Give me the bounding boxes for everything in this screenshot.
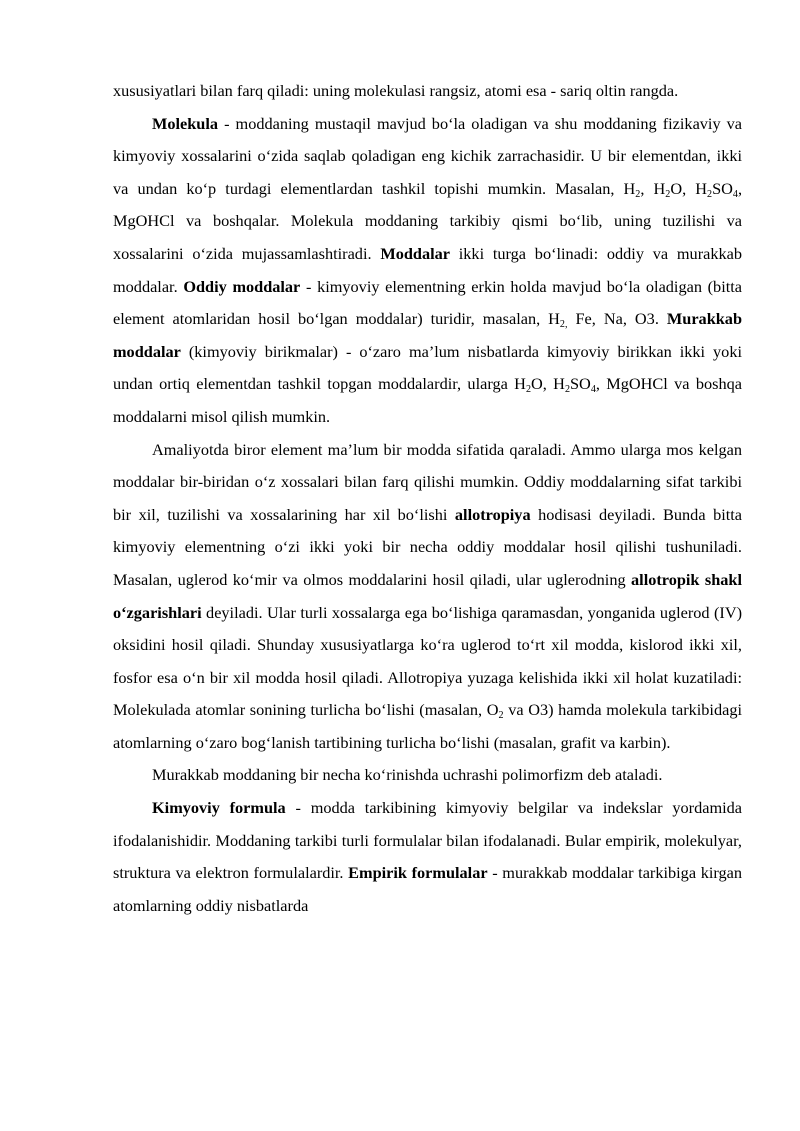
paragraph [113, 75, 742, 108]
text-run: Fe, Na, O3. [567, 309, 667, 329]
text-run: ikki turga bo‘linadi: oddiy va murakkab moddalar. [113, 243, 742, 296]
subscript: 4 [590, 384, 596, 396]
text-run: Murakkab moddaning bir necha ko‘rinishda uchrashi polimorfizm deb ataladi. [152, 765, 663, 785]
subscript: 2, [559, 318, 568, 330]
subscript: 2 [635, 188, 641, 200]
body-text [113, 75, 742, 922]
text-run: , MgOHCl va boshqa moddalarni misol qilish mumkin. [113, 374, 743, 426]
paragraph [113, 108, 742, 434]
text-run: - murakkab moddalar tarkibiga kirgan atomlarning oddiy nisbatlarda [113, 863, 742, 915]
text-run: SO [712, 178, 733, 198]
bold-term: Oddiy moddalar [183, 276, 301, 296]
subscript: 2 [525, 384, 531, 396]
subscript: 2 [665, 188, 671, 200]
text-run: SO [569, 374, 591, 394]
text-run: O, H [530, 374, 565, 394]
text-run: va O3) hamda molekula tarkibidagi atomlarning o‘zaro bog‘lanish tartibining turlicha bo‘lishi (masalan, grafit va karbin). [113, 700, 742, 752]
bold-term: Murakkab moddalar [113, 309, 743, 361]
subscript: 2 [707, 188, 713, 200]
bold-term: Kimyoviy formula [152, 798, 286, 818]
text-run: (kimyoviy birikmalar) - o‘zaro ma’lum nisbatlarda kimyoviy birikkan ikki yoki undan ortiq elementdan tashkil topgan moddalardir, ularga H [113, 341, 742, 394]
bold-term: Molekula [152, 113, 219, 133]
text-run: , MgOHCl va boshqalar. Molekula moddaning tarkibiy qismi bo‘lib, uning tuzilishi va xossalarini o‘zida mujassamlashtiradi. [113, 178, 743, 263]
text-run: , H [640, 178, 666, 198]
text-run: - kimyoviy elementning erkin holda mavjud bo‘la oladigan (bitta element atomlaridan hosil bo‘lgan moddalar) turidir, masalan, H [113, 276, 742, 329]
subscript: 2 [564, 384, 570, 396]
text-run: O, H [670, 178, 708, 198]
text-run: deyiladi. Ular turli xossalarga ega bo‘lishiga qaramasdan, yonganida uglerod (IV) oksidini hosil qiladi. Shunday xususiyatlarga ko‘ra uglerod to‘rt xil modda, kislorod ikki xil, fosfor esa o‘n bir xil modda hosil qiladi. Allotropiya yuzaga kelishida ikki xil holat kuzatiladi: Molekulada atomlar sonining turlicha bo‘lishi (masalan, O [113, 602, 742, 720]
paragraph [113, 434, 742, 760]
text-run: - moddaning mustaqil mavjud bo‘la oladigan va shu moddaning fizikaviy va kimyoviy xossalarini o‘zida saqlab qoladigan eng kichik zarrachasidir. U bir elementdan, ikki va undan ko‘p turdagi elementlardan tashkil topishi mumkin. Masalan, H [113, 113, 742, 198]
text-run: Amaliyotda biror element ma’lum bir modda sifatida qaraladi. Ammo ularga mos kelgan moddalar bir-biridan o‘z xossalari bilan farq qilishi mumkin. Oddiy moddalarning sifat tarkibi bir xil, tuzilishi va xossalarining har xil bo‘lishi [113, 439, 742, 524]
bold-term: Empirik formulalar [348, 863, 488, 883]
subscript: 2 [498, 710, 504, 722]
text-run: hodisasi deyiladi. Bunda bitta kimyoviy elementning o‘zi ikki yoki bir necha oddiy moddalar hosil qilishi tushuniladi. Masalan, uglerod ko‘mir va olmos moddalarini hosil qiladi, ular uglerodning [113, 504, 743, 589]
bold-term: allotropik shakl o‘zgarishlari [113, 569, 743, 622]
subscript: 4 [732, 188, 738, 200]
bold-term: allotropiya [454, 504, 531, 524]
text-run: - modda tarkibining kimyoviy belgilar va indekslar yordamida ifodalanishidir. Moddaning tarkibi turli formulalar bilan ifodalanadi. Bular empirik, molekulyar, struktura va elektron formulalardir. [113, 798, 742, 883]
text-run: xususiyatlari bilan farq qiladi: uning molekulasi rangsiz, atomi esa - sariq oltin rangda. [113, 81, 679, 100]
paragraph [113, 759, 742, 792]
paragraph [113, 792, 742, 922]
bold-term: Moddalar [380, 243, 450, 263]
